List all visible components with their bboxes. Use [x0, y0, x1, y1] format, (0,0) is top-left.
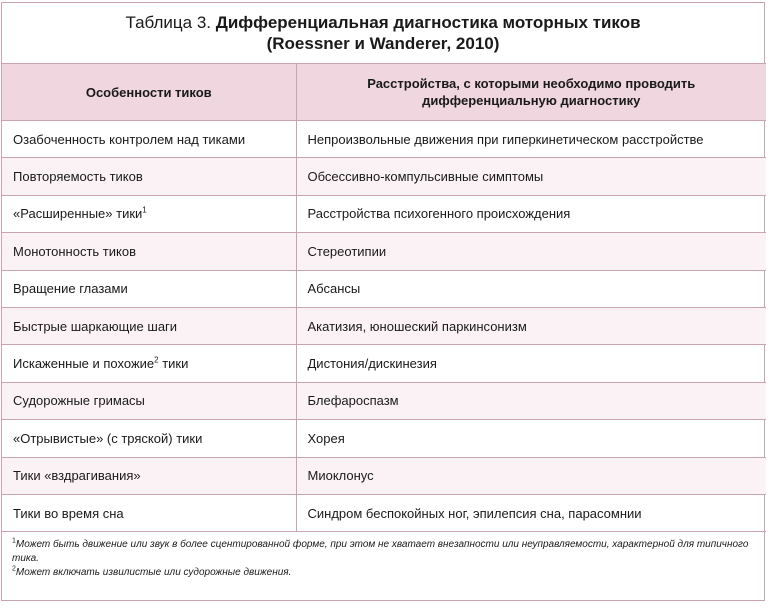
feature-text: Озабоченность контролем над тиками: [13, 131, 246, 147]
feature-text: Судорожные гримасы: [13, 393, 145, 409]
feature-text: «Отрывистые» (с тряской) тики: [13, 430, 203, 446]
table-frame: [1, 2, 765, 601]
feature-cell: [2, 233, 296, 270]
feature-text: Быстрые шаркающие шаги: [13, 318, 178, 334]
table-row: [2, 270, 766, 307]
footnote-2-mark: 2: [12, 565, 16, 573]
footnote-2-text: Может включать извилистые или судорожные движения.: [15, 567, 292, 579]
feature-cell: [2, 307, 296, 344]
feature-cell: [2, 494, 296, 531]
table-body: [2, 121, 766, 532]
feature-footnote-mark: 2: [154, 355, 159, 365]
disorder-cell: Блефароспазм: [296, 382, 766, 419]
table-row: [2, 457, 766, 494]
table-row: [2, 420, 766, 457]
feature-cell: [2, 457, 296, 494]
disorder-cell: Непроизвольные движения при гиперкинетическом расстройстве: [296, 121, 766, 158]
title-main: Дифференциальная диагностика моторных тиков: [215, 13, 641, 32]
feature-cell: [2, 345, 296, 382]
feature-cell: [2, 158, 296, 195]
title-prefix: Таблица 3.: [125, 13, 212, 32]
disorder-cell: Стереотипии: [296, 233, 766, 270]
feature-text: Тики «вздрагивания»: [13, 468, 141, 484]
title-line-1: [125, 12, 640, 33]
table-row: [2, 233, 766, 270]
differential-diagnosis-table: [2, 63, 766, 532]
feature-cell: [2, 121, 296, 158]
feature-text: Тики во время сна: [13, 505, 124, 521]
feature-cell: [2, 270, 296, 307]
feature-text: «Расширенные» тики: [13, 206, 143, 222]
feature-footnote-mark: 1: [142, 206, 147, 216]
footnotes: [2, 532, 764, 580]
table-header-row: [2, 64, 766, 121]
title-source: (Roessner и Wanderer, 2010): [266, 34, 500, 53]
disorder-cell: Хорея: [296, 420, 766, 457]
table-row: [2, 494, 766, 531]
disorder-cell: Абсансы: [296, 270, 766, 307]
feature-text: Повторяемость тиков: [13, 169, 143, 185]
footnote-1: [12, 538, 754, 566]
header-features: Особенности тиков: [2, 64, 296, 121]
table-row: [2, 195, 766, 232]
disorder-cell: Обсессивно-компульсивные симптомы: [296, 158, 766, 195]
feature-cell: [2, 420, 296, 457]
table-row: [2, 307, 766, 344]
feature-cell: [2, 382, 296, 419]
table-row: [2, 382, 766, 419]
disorder-cell: Дистония/дискинезия: [296, 345, 766, 382]
feature-text-suffix: тики: [158, 356, 189, 372]
disorder-cell: Расстройства психогенного происхождения: [296, 195, 766, 232]
footnote-1-text: Может быть движение или звук в более сцентированной форме, при этом не хватает внезапности или неуправляемости, характерной для типичного тика.: [12, 539, 749, 565]
disorder-cell: Миоклонус: [296, 457, 766, 494]
table-row: [2, 121, 766, 158]
feature-text: Искаженные и похожие: [13, 356, 155, 372]
disorder-cell: Синдром беспокойных ног, эпилепсия сна, парасомнии: [296, 494, 766, 531]
footnote-2: [12, 566, 754, 580]
feature-text: Монотонность тиков: [13, 243, 136, 259]
table-row: [2, 345, 766, 382]
disorder-cell: Акатизия, юношеский паркинсонизм: [296, 307, 766, 344]
header-disorders: Расстройства, с которыми необходимо проводить дифференциальную диагностику: [296, 64, 766, 121]
feature-cell: [2, 195, 296, 232]
feature-text: Вращение глазами: [13, 281, 128, 297]
table-row: [2, 158, 766, 195]
table-title: [2, 3, 764, 63]
footnote-1-mark: 1: [12, 537, 16, 545]
